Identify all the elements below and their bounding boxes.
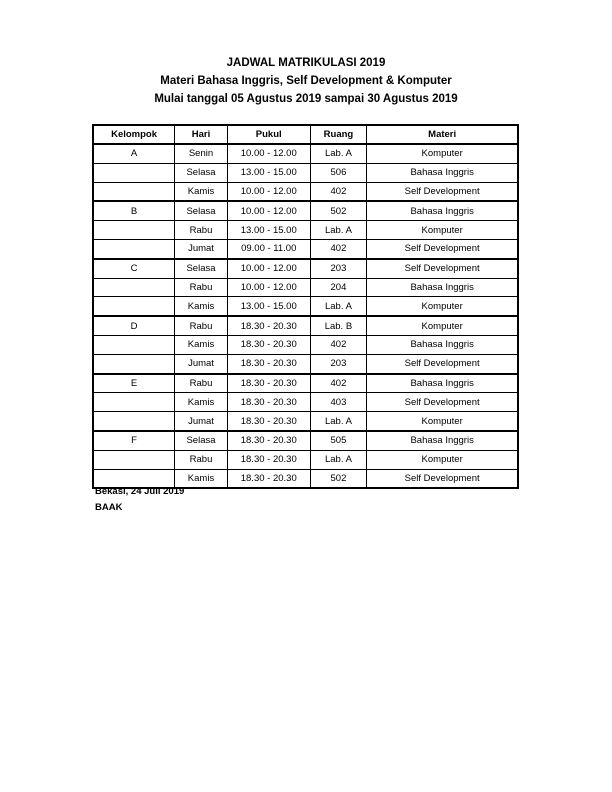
cell-materi: Komputer — [367, 412, 518, 431]
cell-kelompok: A — [93, 144, 175, 163]
cell-hari: Jumat — [175, 354, 228, 373]
schedule-table — [92, 124, 519, 489]
cell-pukul: 18.30 - 20.30 — [227, 335, 310, 354]
table-row — [93, 431, 518, 450]
cell-kelompok: D — [93, 316, 175, 335]
cell-kelompok-empty — [93, 335, 175, 354]
cell-materi: Self Development — [367, 393, 518, 412]
table-row — [93, 450, 518, 469]
table-row — [93, 393, 518, 412]
cell-ruang: Lab. B — [310, 316, 367, 335]
cell-materi: Bahasa Inggris — [367, 431, 518, 450]
table-row — [93, 182, 518, 201]
cell-kelompok-empty — [93, 278, 175, 297]
cell-pukul: 18.30 - 20.30 — [227, 374, 310, 393]
table-row — [93, 354, 518, 373]
cell-hari: Kamis — [175, 393, 228, 412]
column-header-ruang: Ruang — [310, 125, 367, 144]
cell-hari: Jumat — [175, 239, 228, 258]
cell-kelompok: C — [93, 259, 175, 278]
cell-materi: Bahasa Inggris — [367, 163, 518, 182]
cell-pukul: 10.00 - 12.00 — [227, 201, 310, 220]
cell-ruang: Lab. A — [310, 144, 367, 163]
cell-materi: Komputer — [367, 316, 518, 335]
cell-kelompok: B — [93, 201, 175, 220]
cell-ruang: 403 — [310, 393, 367, 412]
cell-kelompok-empty — [93, 393, 175, 412]
cell-pukul: 13.00 - 15.00 — [227, 221, 310, 240]
cell-hari: Senin — [175, 144, 228, 163]
cell-pukul: 18.30 - 20.30 — [227, 450, 310, 469]
table-row — [93, 201, 518, 220]
cell-ruang: Lab. A — [310, 412, 367, 431]
cell-kelompok-empty — [93, 354, 175, 373]
cell-hari: Jumat — [175, 412, 228, 431]
cell-hari: Rabu — [175, 450, 228, 469]
document-title: JADWAL MATRIKULASI 2019 — [226, 57, 386, 69]
cell-ruang: Lab. A — [310, 297, 367, 316]
cell-hari: Selasa — [175, 431, 228, 450]
document-date-range: Mulai tanggal 05 Agustus 2019 sampai 30 Agustus 2019 — [154, 93, 458, 105]
cell-pukul: 10.00 - 12.00 — [227, 144, 310, 163]
table-row — [93, 374, 518, 393]
cell-materi: Bahasa Inggris — [367, 201, 518, 220]
cell-kelompok-empty — [93, 239, 175, 258]
cell-materi: Komputer — [367, 144, 518, 163]
column-header-hari: Hari — [175, 125, 228, 144]
cell-pukul: 10.00 - 12.00 — [227, 182, 310, 201]
cell-kelompok-empty — [93, 221, 175, 240]
cell-ruang: 402 — [310, 335, 367, 354]
cell-ruang: 502 — [310, 469, 367, 488]
cell-materi: Bahasa Inggris — [367, 335, 518, 354]
cell-materi: Komputer — [367, 221, 518, 240]
cell-ruang: Lab. A — [310, 221, 367, 240]
cell-ruang: 203 — [310, 259, 367, 278]
table-row — [93, 259, 518, 278]
cell-materi: Self Development — [367, 354, 518, 373]
cell-pukul: 18.30 - 20.30 — [227, 354, 310, 373]
cell-kelompok: E — [93, 374, 175, 393]
cell-hari: Rabu — [175, 374, 228, 393]
footer-issuer: BAAK — [95, 502, 123, 513]
cell-kelompok: F — [93, 431, 175, 450]
cell-hari: Kamis — [175, 335, 228, 354]
cell-pukul: 18.30 - 20.30 — [227, 431, 310, 450]
table-row — [93, 163, 518, 182]
table-header-row — [93, 125, 518, 144]
cell-hari: Rabu — [175, 278, 228, 297]
column-header-pukul: Pukul — [227, 125, 310, 144]
cell-ruang: 402 — [310, 374, 367, 393]
table-row — [93, 335, 518, 354]
cell-ruang: 203 — [310, 354, 367, 373]
column-header-materi: Materi — [367, 125, 518, 144]
cell-pukul: 18.30 - 20.30 — [227, 469, 310, 488]
cell-kelompok-empty — [93, 450, 175, 469]
cell-hari: Kamis — [175, 297, 228, 316]
cell-ruang: 502 — [310, 201, 367, 220]
cell-ruang: Lab. A — [310, 450, 367, 469]
cell-kelompok-empty — [93, 163, 175, 182]
cell-pukul: 18.30 - 20.30 — [227, 412, 310, 431]
cell-materi: Bahasa Inggris — [367, 374, 518, 393]
cell-materi: Bahasa Inggris — [367, 278, 518, 297]
footer-place-date: Bekasi, 24 Juli 2019 — [95, 486, 185, 497]
cell-ruang: 505 — [310, 431, 367, 450]
cell-pukul: 09.00 - 11.00 — [227, 239, 310, 258]
table-row — [93, 278, 518, 297]
cell-pukul: 10.00 - 12.00 — [227, 278, 310, 297]
table-row — [93, 144, 518, 163]
cell-materi: Self Development — [367, 469, 518, 488]
cell-hari: Kamis — [175, 182, 228, 201]
cell-ruang: 204 — [310, 278, 367, 297]
document-footer — [95, 484, 184, 516]
document-subtitle: Materi Bahasa Inggris, Self Development & Komputer — [160, 75, 452, 87]
cell-hari: Selasa — [175, 259, 228, 278]
table-row — [93, 412, 518, 431]
cell-materi: Self Development — [367, 239, 518, 258]
cell-hari: Rabu — [175, 221, 228, 240]
document-header — [0, 54, 612, 108]
cell-materi: Komputer — [367, 297, 518, 316]
table-row — [93, 316, 518, 335]
table-row — [93, 297, 518, 316]
table-row — [93, 221, 518, 240]
cell-hari: Kamis — [175, 469, 228, 488]
cell-pukul: 18.30 - 20.30 — [227, 316, 310, 335]
cell-pukul: 18.30 - 20.30 — [227, 393, 310, 412]
cell-hari: Rabu — [175, 316, 228, 335]
cell-ruang: 402 — [310, 182, 367, 201]
cell-materi: Komputer — [367, 450, 518, 469]
cell-hari: Selasa — [175, 163, 228, 182]
cell-hari: Selasa — [175, 201, 228, 220]
cell-ruang: 506 — [310, 163, 367, 182]
cell-pukul: 13.00 - 15.00 — [227, 297, 310, 316]
cell-ruang: 402 — [310, 239, 367, 258]
cell-kelompok-empty — [93, 182, 175, 201]
cell-pukul: 13.00 - 15.00 — [227, 163, 310, 182]
cell-pukul: 10.00 - 12.00 — [227, 259, 310, 278]
cell-materi: Self Development — [367, 182, 518, 201]
cell-kelompok-empty — [93, 297, 175, 316]
cell-kelompok-empty — [93, 412, 175, 431]
table-row — [93, 239, 518, 258]
cell-materi: Self Development — [367, 259, 518, 278]
column-header-kelompok: Kelompok — [93, 125, 175, 144]
